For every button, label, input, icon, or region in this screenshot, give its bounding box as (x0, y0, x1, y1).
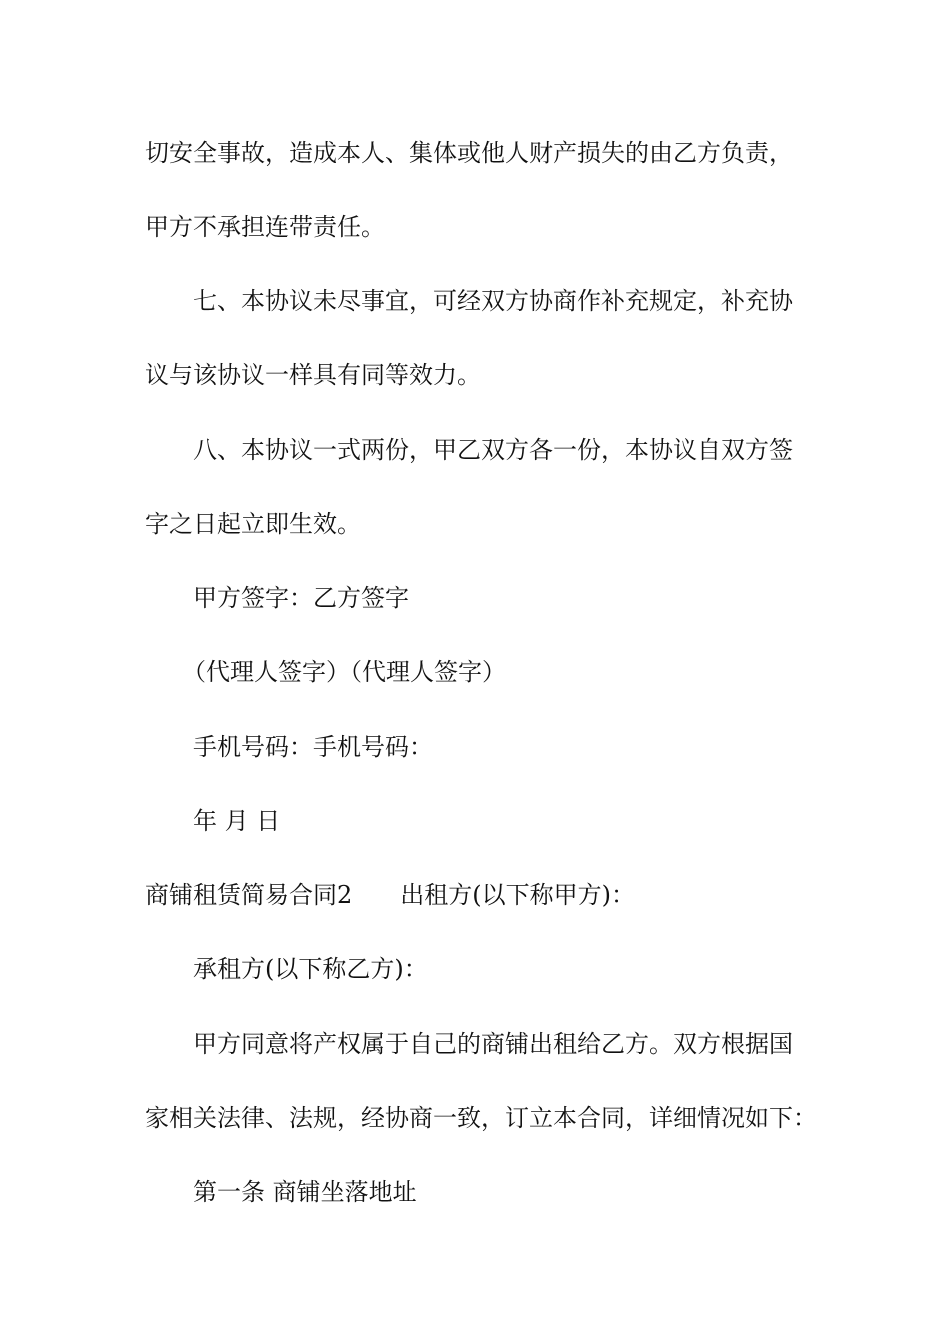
signature-line: 甲方签字：乙方签字 (193, 584, 409, 612)
contract-heading-line (145, 875, 635, 915)
paragraph-line: 切安全事故，造成本人、集体或他人财产损失的由乙方负责， (145, 139, 793, 167)
phone-line: 手机号码：手机号码： (193, 733, 433, 761)
agreement-intro-line: 甲方同意将产权属于自己的商铺出租给乙方。双方根据国 (193, 1030, 793, 1058)
paragraph-line: 议与该协议一样具有同等效力。 (145, 361, 481, 389)
date-line: 年 月 日 (193, 807, 281, 835)
clause-eight-line: 八、本协议一式两份，甲乙双方各一份，本协议自双方签 (193, 436, 793, 464)
contract-title: 商铺租赁简易合同2 (145, 881, 353, 909)
paragraph-line: 字之日起立即生效。 (145, 510, 361, 538)
paragraph-line: 甲方不承担连带责任。 (145, 213, 385, 241)
clause-seven-line: 七、本协议未尽事宜，可经双方协商作补充规定，补充协 (193, 287, 793, 315)
lessee-label: 承租方(以下称乙方)： (193, 955, 428, 983)
article-one-heading: 第一条 商铺坐落地址 (193, 1178, 417, 1206)
agent-signature-line: （代理人签字）（代理人签字） (182, 658, 506, 686)
paragraph-line: 家相关法律、法规，经协商一致，订立本合同，详细情况如下： (145, 1104, 817, 1132)
lessor-label: 出租方(以下称甲方)： (400, 881, 636, 909)
